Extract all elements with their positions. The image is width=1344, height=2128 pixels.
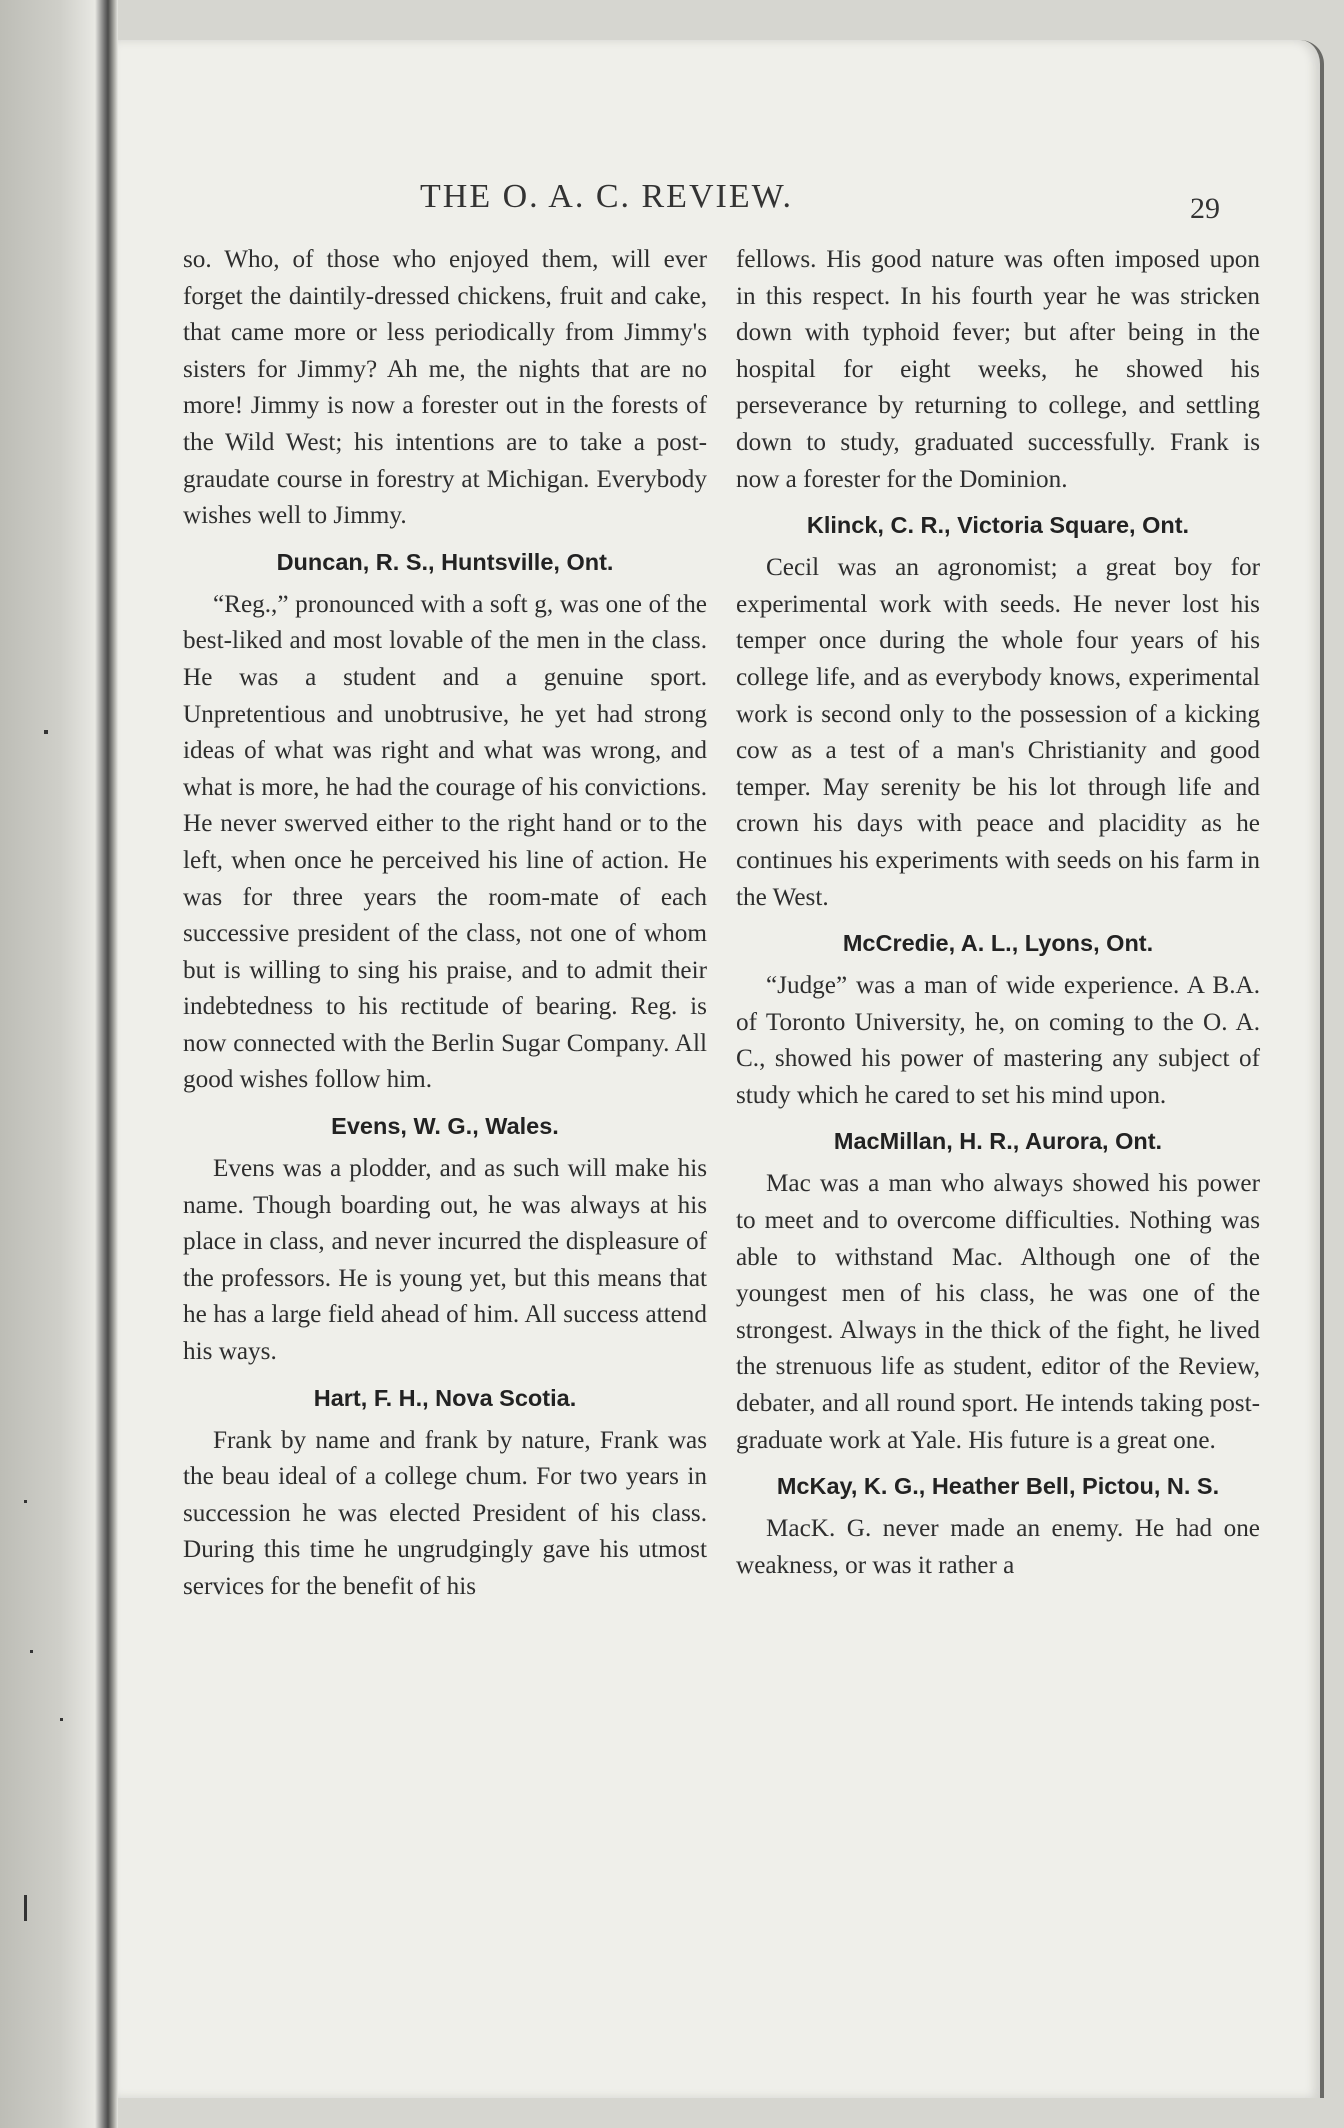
section-heading: Duncan, R. S., Huntsville, Ont. bbox=[276, 548, 614, 575]
paragraph: MacK. G. never made an enemy. He had one weakness, or was it rather a bbox=[736, 1515, 1260, 1579]
running-header: THE O. A. C. REVIEW. bbox=[420, 178, 794, 215]
paragraph: so. Who, of those who enjoyed them, will ever forget the daintily-dressed chickens, fruit and cake, that came more or less periodically from Jimmy's sisters for Jimmy? Ah me, the nights that are no more! Jimmy is now a forester out in the forests of the Wild West; his intentions are to take a post-graudate course in forestry at Michigan. Everybody wishes well to Jimmy. bbox=[183, 246, 707, 530]
paragraph: Frank by name and frank by nature, Frank was the beau ideal of a college chum. For two years in succession he was elected President of his class. During this time he ungrudgingly gave his utmost services for the benefit of his bbox=[183, 1426, 707, 1600]
page-number: 29 bbox=[1190, 192, 1220, 225]
section-heading: MacMillan, H. R., Aurora, Ont. bbox=[833, 1128, 1163, 1155]
right-column bbox=[736, 242, 1260, 1584]
paragraph: Cecil was an agronomist; a great boy for experimental work with seeds. He never lost his temper once during the whole four years of his college life, and as everybody knows, experimental work is second only to the possession of a kicking cow as a test of a man's Christianity and good temper. May serenity be his lot through life and crown his days with peace and placidity as he continues his experiments with seeds on his farm in the West. bbox=[736, 554, 1260, 911]
section-heading: Hart, F. H., Nova Scotia. bbox=[313, 1384, 577, 1411]
paragraph: “Reg.,” pronounced with a soft g, was one of the best-liked and most lovable of the men in the class. He was a student and a genuine sport. Unpretentious and unobtrusive, he yet had strong ideas of what was right and what was wrong, and what is more, he had the courage of his convictions. He never swerved either to the right hand or to the left, when once he perceived his line of action. He was for three years the room-mate of each successive president of the class, not one of whom but is willing to sing his praise, and to admit their indebtedness to his rectitude of bearing. Reg. is now connected with the Berlin Sugar Company. All good wishes follow him. bbox=[183, 590, 707, 1094]
section-heading: McKay, K. G., Heather Bell, Pictou, N. S. bbox=[776, 1473, 1220, 1500]
binding-gutter bbox=[0, 0, 118, 2128]
section-heading: McCredie, A. L., Lyons, Ont. bbox=[842, 930, 1154, 957]
paragraph: “Judge” was a man of wide experience. A B.A. of Toronto University, he, on coming to the O. A. C., showed his power of mastering any subject of study which he cared to set his mind upon. bbox=[736, 972, 1260, 1109]
section-heading: Klinck, C. R., Victoria Square, Ont. bbox=[806, 512, 1190, 539]
paragraph: fellows. His good nature was often imposed upon in this respect. In his fourth year he was stricken down with typhoid fever; but after being in the hospital for eight weeks, he showed his perseverance by returning to college, and settling down to study, graduated successfully. Frank is now a forester for the Dominion. bbox=[736, 246, 1260, 493]
section-heading: Evens, W. G., Wales. bbox=[331, 1113, 559, 1140]
left-column bbox=[183, 242, 707, 1606]
paragraph: Mac was a man who always showed his power to meet and to overcome difficulties. Nothing was able to withstand Mac. Although one of the youngest men of his class, he was one of the strongest. Always in the thick of the fight, he lived the strenuous life as student, editor of the Review, debater, and all round sport. He intends taking post-graduate work at Yale. His future is a great one. bbox=[736, 1170, 1260, 1454]
paragraph: Evens was a plodder, and as such will make his name. Though boarding out, he was always at his place in class, and never incurred the displeasure of the professors. He is young yet, but this means that he has a large field ahead of him. All success attend his ways. bbox=[183, 1155, 707, 1366]
